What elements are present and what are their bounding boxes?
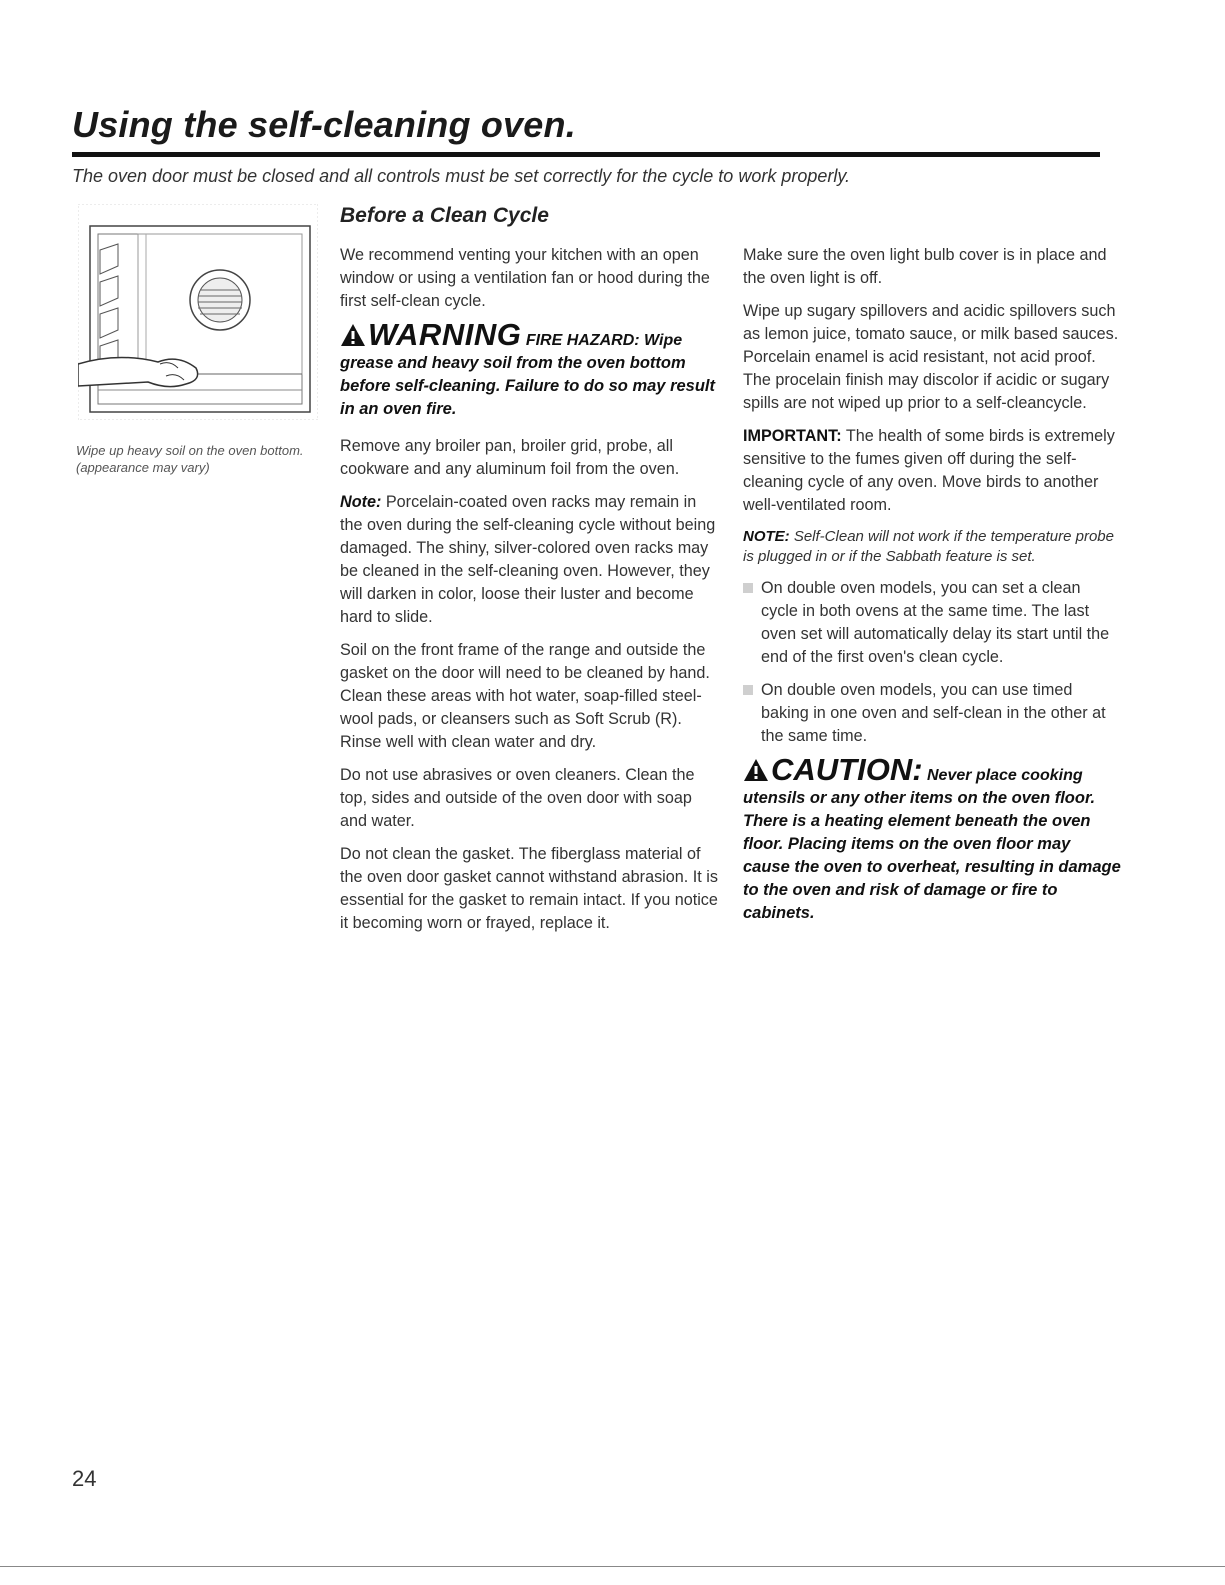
- left-column: [340, 244, 722, 945]
- warning-lead: Wipe: [639, 332, 683, 349]
- paragraph: Remove any broiler pan, broiler grid, probe, all cookware and any aluminum foil from the oven.: [340, 437, 680, 478]
- note-paragraph: [340, 491, 722, 629]
- page-subtitle: The oven door must be closed and all controls must be set correctly for the cycle to work properly.: [72, 166, 851, 186]
- important-text: The health of some birds is extremely sensitive to the fumes given off during the self-cleaning cycle of any oven. Move birds to another well-ventilated room.: [743, 427, 1115, 514]
- paragraph: Wipe up sugary spillovers and acidic spillovers such as lemon juice, tomato sauce, or milk based sauces. Porcelain enamel is acid resistant, not acid proof. The procelain finish may discolor if acidic or sugary spills are not wiped up prior to a self-cleancycle.: [743, 302, 1119, 412]
- paragraph: We recommend venting your kitchen with an open window or using a ventilation fan or hood during the first self-clean cycle.: [340, 246, 710, 310]
- important-label: IMPORTANT:: [743, 427, 842, 445]
- warning-title: WARNING: [368, 317, 522, 352]
- list-item-text: On double oven models, you can set a clean cycle in both ovens at the same time. The last oven set will automatically delay its start until the end of the first oven's clean cycle.: [761, 579, 1110, 666]
- caution-triangle-icon: [743, 758, 769, 782]
- bullet-square-icon: [743, 583, 753, 593]
- oven-illustration-icon: [78, 204, 318, 420]
- caution-lead: Never place cooking: [922, 767, 1083, 784]
- figure-caption: Wipe up heavy soil on the oven bottom. (appearance may vary): [76, 443, 304, 475]
- paragraph: Do not clean the gasket. The fiberglass material of the oven door gasket cannot withstand abrasion. It is essential for the gasket to remain intact. If you notice it becoming worn or frayed, replace it.: [340, 845, 718, 932]
- warning-label: FIRE HAZARD:: [525, 332, 640, 349]
- note-label: Note:: [340, 493, 382, 511]
- page-number: 24: [72, 1466, 97, 1491]
- note-text: Self-Clean will not work if the temperature probe is plugged in or if the Sabbath feature is set.: [743, 528, 1114, 565]
- important-paragraph: [743, 425, 1121, 517]
- bullet-square-icon: [743, 685, 753, 695]
- warning-triangle-icon: [340, 323, 366, 347]
- caution-title: CAUTION:: [771, 752, 923, 787]
- right-column: [743, 244, 1121, 939]
- caution-block: [743, 752, 1121, 925]
- paragraph: Make sure the oven light bulb cover is in place and the oven light is off.: [743, 246, 1107, 287]
- warning-block: [340, 317, 722, 421]
- note-label: NOTE:: [743, 528, 790, 545]
- note-paragraph: [743, 527, 1121, 567]
- list-item-text: On double oven models, you can use timed baking in one oven and self-clean in the other at the same time.: [761, 681, 1106, 745]
- paragraph: Soil on the front frame of the range and outside the gasket on the door will need to be cleaned by hand. Clean these areas with hot water, soap-filled steel-wool pads, or cleansers such as Soft Scrub (R). Rinse well with clean water and dry.: [340, 641, 710, 751]
- title-rule: [72, 152, 1100, 157]
- warning-text: grease and heavy soil from the oven bottom before self-cleaning. Failure to do so may result in an oven fire.: [340, 354, 716, 418]
- paragraph: Do not use abrasives or oven cleaners. Clean the top, sides and outside of the oven door with soap and water.: [340, 766, 695, 830]
- oven-wiping-illustration: [78, 204, 318, 420]
- note-text: Porcelain-coated oven racks may remain in the oven during the self-cleaning cycle without being damaged. The shiny, silver-colored oven racks may be cleaned in the self-cleaning oven. However, they will darken in color, loose their luster and become hard to slide.: [340, 493, 716, 626]
- page-title: Using the self-cleaning oven.: [72, 104, 576, 145]
- footer-rule: [0, 1566, 1225, 1567]
- list-item: [743, 679, 1121, 748]
- section-heading: Before a Clean Cycle: [340, 204, 549, 227]
- caution-text: utensils or any other items on the oven floor. There is a heating element beneath the oven floor. Placing items on the oven floor may cause the oven to overheat, resulting in damage to the oven and risk of damage or fire to cabinets.: [743, 789, 1121, 922]
- list-item: [743, 577, 1121, 669]
